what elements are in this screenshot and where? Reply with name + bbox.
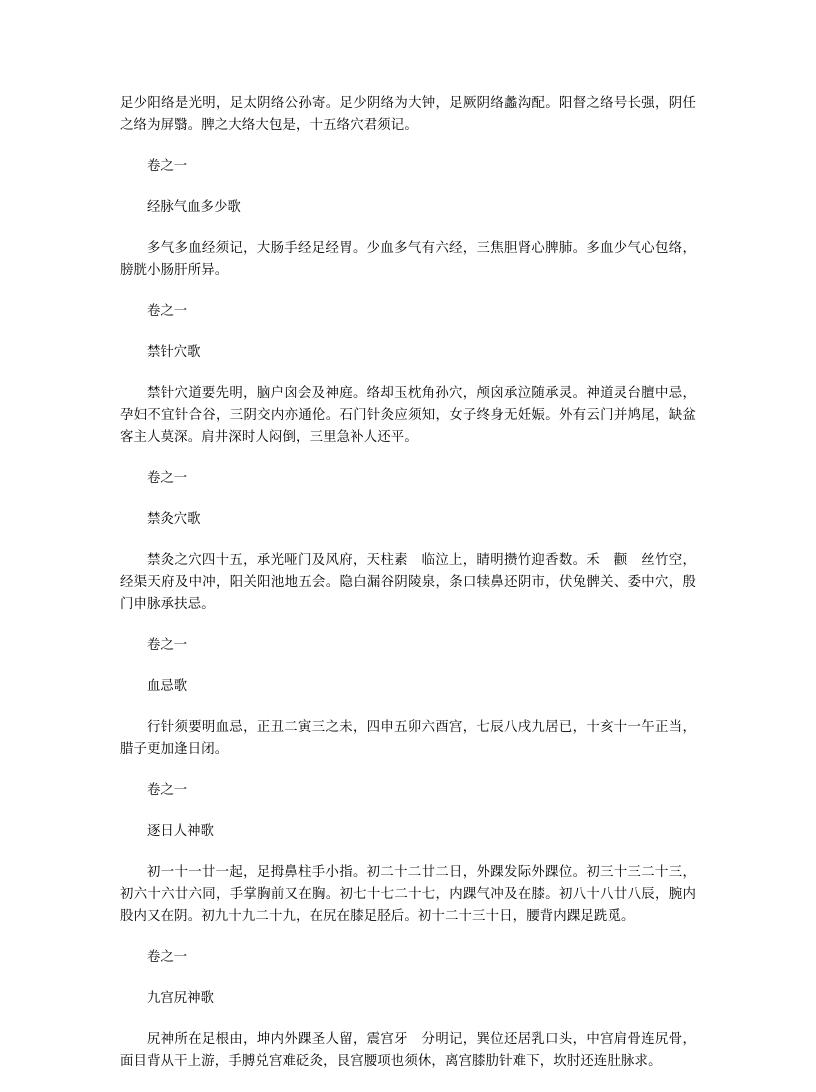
volume-label: 卷之一 — [147, 950, 188, 965]
section-paragraph: 初一十一廿一起，足拇鼻柱手小指。初二十二廿二日，外踝发际外踝位。初三十三二十三，初六十六廿六同，手掌胸前又在胸。初七十七二十七，内踝气冲及在膝。初八十八廿八辰，腕内股内又在阴。初九十九二十九，在尻在膝足胫后。初十二十三十日，腰背内踝足跣觅。 — [120, 865, 696, 924]
section-title: 禁针穴歌 — [147, 345, 201, 360]
section-paragraph: 禁针穴道要先明，脑户囟会及神庭。络却玉枕角孙穴，颅囟承泣随承灵。神道灵台膻中忌，孕妇不宜针合谷，三阴交内亦通伦。石门针灸应须知，女子终身无妊娠。外有云门并鸠尾，缺盆客主人莫深。肩井深时人闷倒，三里急补人还平。 — [120, 386, 696, 445]
volume-label: 卷之一 — [147, 304, 188, 319]
section-3 — [120, 468, 696, 616]
volume-label: 卷之一 — [147, 638, 188, 653]
section-1 — [120, 156, 696, 282]
section-title: 血忌歌 — [147, 679, 188, 694]
volume-label: 卷之一 — [147, 471, 188, 486]
section-2 — [120, 301, 696, 449]
section-paragraph: 行针须要明血忌，正丑二寅三之未，四申五卯六酉宫，七辰八戌九居已，十亥十一午正当，腊子更加逢日闭。 — [120, 720, 696, 757]
section-paragraph: 多气多血经须记，大肠手经足经胃。少血多气有六经，三焦胆肾心脾肺。多血少气心包络，膀胱小肠肝所异。 — [120, 241, 696, 278]
volume-label: 卷之一 — [147, 783, 188, 798]
section-paragraph: 禁灸之穴四十五，承光哑门及风府，天柱素 临泣上，睛明攒竹迎香数。禾 颧 丝竹空，经渠天府及中冲，阳关阳池地五会。隐白漏谷阴陵泉，条口犊鼻还阴市，伏兔髀关、委中穴，殷门申脉承扶忌。 — [120, 553, 696, 612]
section-title: 禁灸穴歌 — [147, 512, 201, 527]
section-paragraph: 尻神所在足根由，坤内外踝圣人留，震宫牙 分明记，巽位还居乳口头，中宫肩骨连尻骨，面目背从干上游，手膊兑宫难砭灸，艮宫腰项也须休，离宫膝肋针难下，坎肘还连肚脉求。 — [120, 1032, 696, 1069]
section-5 — [120, 780, 696, 928]
section-6 — [120, 947, 696, 1073]
intro-paragraph: 足少阳络是光明，足太阴络公孙寄。足少阴络为大钟，足厥阴络蠡沟配。阳督之络号长强，阴任之络为屏翳。脾之大络大包是，十五络穴君须记。 — [120, 96, 696, 133]
section-title: 九宫尻神歌 — [147, 991, 214, 1006]
volume-label: 卷之一 — [147, 159, 188, 174]
section-title: 经脉气血多少歌 — [147, 200, 241, 215]
document-page — [120, 93, 696, 1092]
section-title: 逐日人神歌 — [147, 824, 214, 839]
section-4 — [120, 635, 696, 761]
